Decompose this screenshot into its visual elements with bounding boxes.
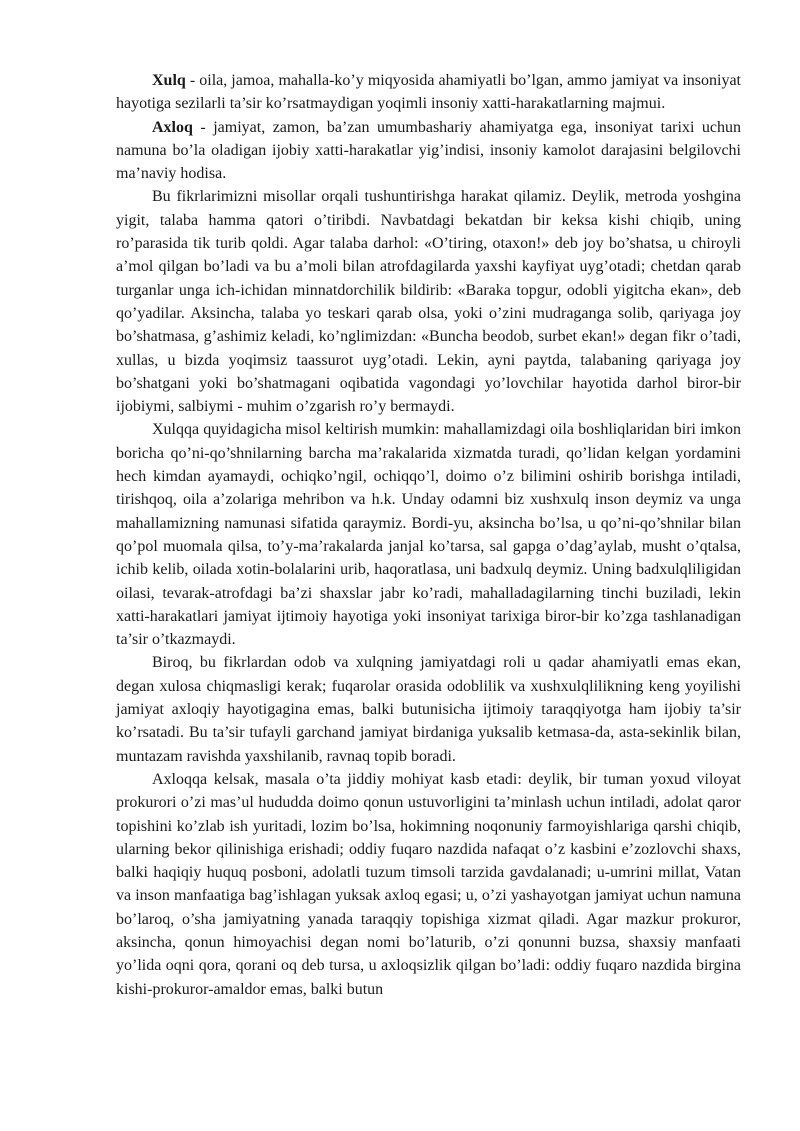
paragraph-axloq-definition <box>116 116 741 186</box>
paragraph-conclusion <box>116 651 741 767</box>
paragraph-xulq-definition <box>116 69 741 116</box>
paragraph-axloq-example <box>116 768 741 1001</box>
term-axloq: Axloq <box>152 118 193 136</box>
paragraph-text: Bu fikrlarimizni misollar orqali tushuntirishga harakat qilamiz. Deylik, metroda yoshgina yigit, talaba hamma qatori o’tiribdi. Navbatdagi bekatdan bir keksa kishi chiqib, uning ro’parasida tik turib qoldi. Agar talaba darhol: «O’tiring, otaxon!» deb joy bo’shatsa, u chiroyli a’mol qilgan bo’ladi va bu a’moli bilan atrofdagilarda yaxshi kayfiyat uyg’otadi; chetdan qarab turganlar unga ich-ichidan minnatdorchilik bildirib: «Baraka topgur, odobli yigitcha ekan», deb qo’yadilar. Aksincha, talaba yo teskari qarab olsa, yoki o’zini mudraganga solib, qariyaga joy bo’shatmasa, g’ashimiz keladi, ko’nglimizdan: «Buncha beodob, surbet ekan!» degan fikr o’tadi, xullas, u bizda yoqimsiz taassurot uyg’otadi. Lekin, ayni paytda, talabaning qariyaga joy bo’shatgani yoki bo’shatmagani oqibatida vagondagi yo’lovchilar hayotida darhol biror-bir ijobiymi, salbiymi - muhim o’zgarish ro’y bermaydi. <box>116 188 741 416</box>
paragraph-metro-example <box>116 185 741 418</box>
paragraph-text: - jamiyat, zamon, ba’zan umumbashariy ahamiyatga ega, insoniyat tarixi uchun namuna bo’la oladigan ijobiy xatti-harakatlar yig’indisi, insoniy kamolot darajasini belgilovchi ma’naviy hodisa. <box>116 118 741 183</box>
term-xulq: Xulq <box>152 72 186 89</box>
document-page <box>116 69 741 1001</box>
paragraph-text: Biroq, bu fikrlardan odob va xulqning jamiyatdagi roli u qadar ahamiyatli emas ekan, degan xulosa chiqmasligi kerak; fuqarolar orasida odoblilik va xushxulqlilikning keng yoyilishi jamiyat axloqiy hayotigagina emas, balki butunisicha ijtimoiy taraqqiyotga ham ijobiy ta’sir ko’rsatadi. Bu ta’sir tufayli garchand jamiyat birdaniga yuksalib ketmasa-da, asta-sekinlik bilan, muntazam ravishda yaxshilanib, ravnaq topib boradi. <box>116 654 741 765</box>
paragraph-text: Xulqqa quyidagicha misol keltirish mumkin: mahallamizdagi oila boshliqlaridan biri imkon boricha qo’ni-qo’shnilarning barcha ma’rakalarida xizmatda turadi, qo’lidan kelgan yordamini hech kimdan ayamaydi, ochiqko’ngil, ochiqqo’l, doimo o’z bilimini oshirib borishga intiladi, tirishqoq, oila a’zolariga mehribon va h.k. Unday odamni biz xushxulq inson deymiz va unga mahallamizning namunasi sifatida qaraymiz. Bordi-yu, aksincha bo’lsa, u qo’ni-qo’shnilar bilan qo’pol muomala qilsa, to’y-ma’rakalarda janjal ko’tarsa, sal gapga o’dag’aylab, musht o’qtalsa, ichib kelib, oilada xotin-bolalarini urib, haqoratlasa, uni badxulq deymiz. Uning badxulqliligidan oilasi, tevarak-atrofdagi ba’zi shaxslar jabr ko’radi, mahalladagilarning tinchi buziladi, lekin xatti-harakatlari jamiyat ijtimoiy hayotiga yoki insoniyat tarixiga biror-bir ko’zga tashlanadigan ta’sir o’tkazmaydi. <box>116 421 741 649</box>
paragraph-xulq-example <box>116 418 741 651</box>
paragraph-text: Axloqqa kelsak, masala o’ta jiddiy mohiyat kasb etadi: deylik, bir tuman yoxud viloyat prokurori o’zi mas’ul hududda doimo qonun ustuvorligini ta’minlash uchun intiladi, adolat qaror topishini ko’zlab ish yuritadi, lozim bo’lsa, hokimning noqonuniy farmoyishlariga qarshi chiqib, ularning bekor qilinishiga erishadi; oddiy fuqaro nazdida nafaqat o’z kasbini e’zozlovchi shaxs, balki haqiqiy huquq posboni, adolatli tuzum timsoli tarzida gavdalanadi; u-umrini millat, Vatan va inson manfaatiga bag’ishlagan yuksak axloq egasi; u, o’zi yashayotgan jamiyat uchun namuna bo’laroq, o’sha jamiyatning yanada taraqqiy topishiga xizmat qiladi. Agar mazkur prokuror, aksincha, qonun himoyachisi degan nomi bo’laturib, o’zi qonunni buzsa, shaxsiy manfaati yo’lida oqni qora, qorani oq deb tursa, u axloqsizlik qilgan bo’ladi: oddiy fuqaro nazdida birgina kishi-prokuror-amaldor emas, balki butun <box>116 770 741 998</box>
paragraph-text: - oila, jamoa, mahalla-ko’y miqyosida ahamiyatli bo’lgan, ammo jamiyat va insoniyat hayotiga sezilarli ta’sir ko’rsatmaydigan yoqimli insoniy xatti-harakatlarning majmui. <box>116 72 741 113</box>
